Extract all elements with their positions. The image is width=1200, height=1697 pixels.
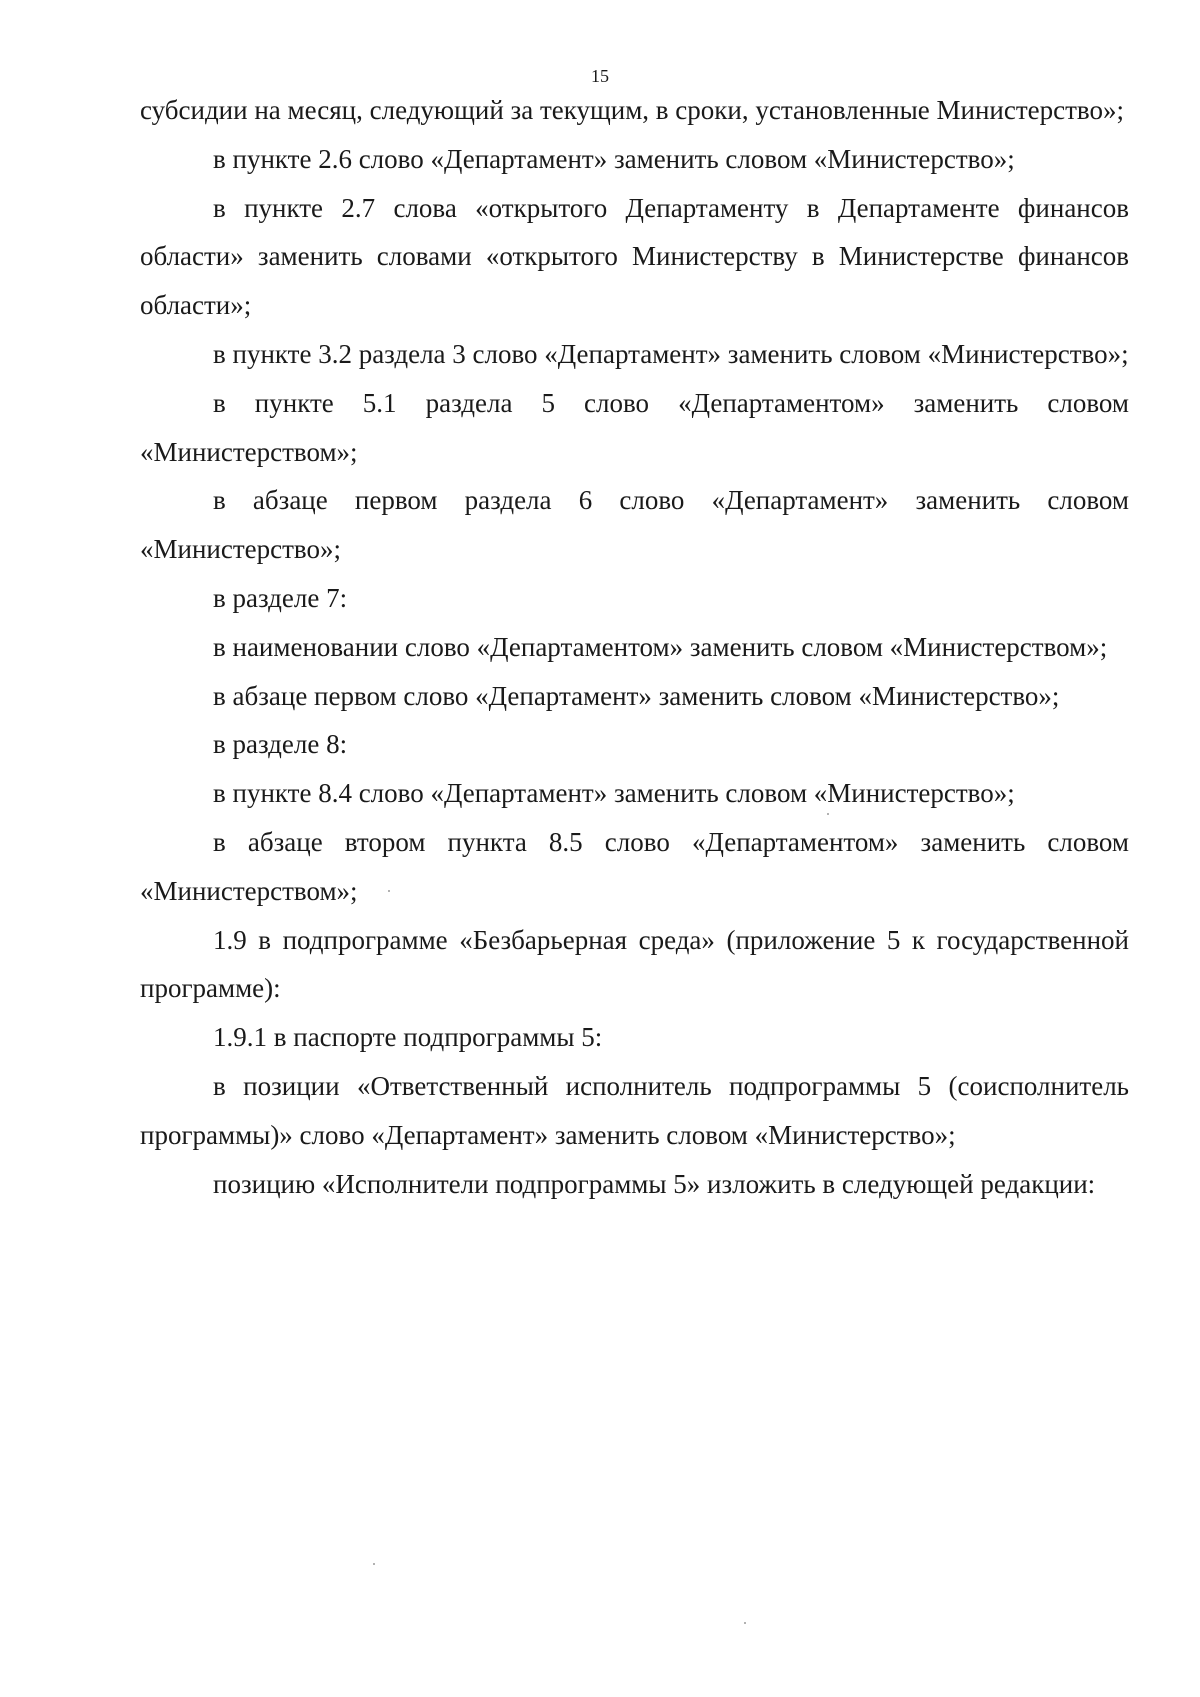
paragraph: 1.9.1 в паспорте подпрограммы 5: <box>213 1022 603 1053</box>
paragraph: в пункте 8.4 слово «Департамент» заменить словом «Министерство»; <box>213 778 1015 809</box>
paragraph: 1.9 в подпрограмме «Безбарьерная среда» (приложение 5 к государственной программе): <box>140 924 1129 1004</box>
scan-speck <box>373 1563 375 1565</box>
paragraph: в пункте 2.6 слово «Департамент» заменить словом «Министерство»; <box>213 143 1015 174</box>
scan-speck <box>827 813 829 815</box>
paragraph: в абзаце втором пункта 8.5 слово «Департаментом» заменить словом «Министерством»; <box>140 826 1129 906</box>
paragraph: в пункте 5.1 раздела 5 слово «Департаментом» заменить словом «Министерством»; <box>140 387 1129 467</box>
page-number: 15 <box>591 66 609 86</box>
paragraph: в абзаце первом раздела 6 слово «Департамент» заменить словом «Министерство»; <box>140 485 1129 565</box>
paragraph: в пункте 3.2 раздела 3 слово «Департамент» заменить словом «Министерство»; <box>213 338 1129 369</box>
scan-speck <box>388 890 390 892</box>
paragraph: в абзаце первом слово «Департамент» заменить словом «Министерство»; <box>213 680 1060 711</box>
paragraph: субсидии на месяц, следующий за текущим, в сроки, установленные Министерство»; <box>140 95 1124 125</box>
paragraph: в позиции «Ответственный исполнитель подпрограммы 5 (соисполнитель программы)» слово «Департамент» заменить словом «Министерство»; <box>140 1070 1129 1150</box>
paragraph: в разделе 7: <box>213 582 348 613</box>
paragraph: в наименовании слово «Департаментом» заменить словом «Министерством»; <box>213 631 1108 662</box>
paragraph: в пункте 2.7 слова «открытого Департаменту в Департаменте финансов области» заменить словами «открытого Министерству в Министерстве финансов области»; <box>140 192 1129 321</box>
paragraph: в разделе 8: <box>213 729 348 760</box>
document-body <box>140 86 1129 1208</box>
paragraph: позицию «Исполнители подпрограммы 5» изложить в следующей редакции: <box>213 1168 1096 1199</box>
scan-speck <box>744 1622 746 1624</box>
